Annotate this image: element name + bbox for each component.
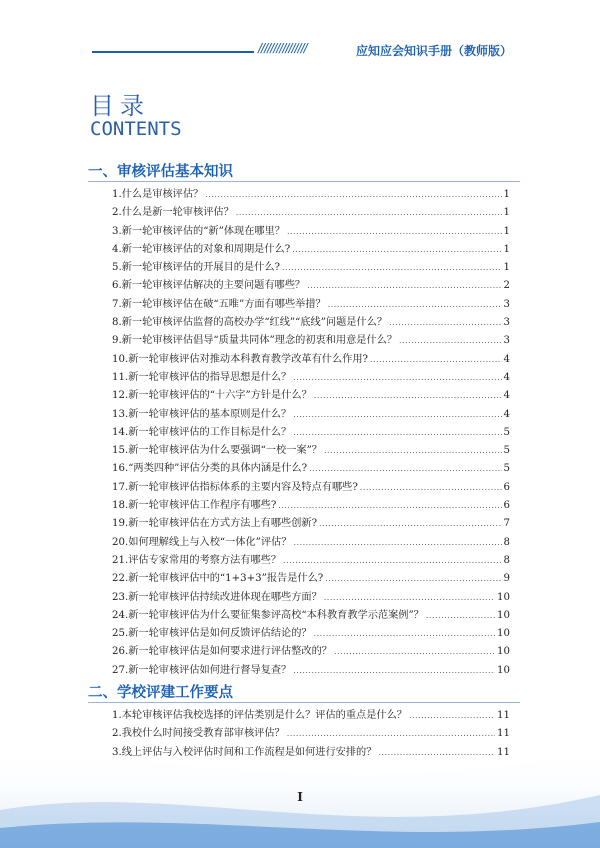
toc-entry-title: 3.线上评估与入校评估时间和工作流程是如何进行安排的？ xyxy=(112,746,377,758)
toc-entry[interactable] xyxy=(112,351,510,369)
toc-entry-title: 25.新一轮审核评估是如何反馈评估结论的？ xyxy=(112,628,312,640)
toc-entry-title: 15.新一轮审核评估为什么要强调“一校一案”？ xyxy=(112,445,322,457)
toc-subtitle: CONTENTS xyxy=(90,118,182,140)
toc-entry-page: 1 xyxy=(503,243,510,255)
toc-entry-page: 9 xyxy=(503,573,510,585)
toc-entry-title: 26.新一轮审核评估是如何要求进行评估整改的？ xyxy=(112,646,332,658)
toc-entry-page: 1 xyxy=(503,225,510,237)
toc-leader-dots xyxy=(293,662,495,680)
toc-leader-dots xyxy=(360,479,502,497)
toc-entry-page: 5 xyxy=(503,445,510,457)
toc-leader-dots xyxy=(283,552,502,570)
header-rule xyxy=(92,51,254,53)
toc-leader-dots xyxy=(282,259,502,277)
toc-entry-title: 24.新一轮审核评估为什么要征集参评高校“本科教育教学示范案例”？ xyxy=(112,609,424,621)
toc-leader-dots xyxy=(314,387,502,405)
toc-leader-dots xyxy=(325,570,501,588)
toc-entry-title: 4.新一轮审核评估的对象和周期是什么? xyxy=(112,243,291,255)
section-divider-1 xyxy=(88,181,520,182)
toc-entry-title: 27.新一轮审核评估如何进行督导复查？ xyxy=(112,664,292,676)
toc-entry[interactable] xyxy=(112,643,510,661)
toc-entry-title: 11.新一轮审核评估的指导思想是什么？ xyxy=(112,371,292,383)
toc-entry-title: 19.新一轮审核评估在方式方法上有哪些创新? xyxy=(112,518,318,530)
toc-entry[interactable] xyxy=(112,277,510,295)
toc-entry[interactable] xyxy=(112,259,510,277)
section-heading-2: 二、学校评建工作要点 xyxy=(88,685,233,701)
toc-entry[interactable] xyxy=(112,332,510,350)
toc-entry[interactable] xyxy=(112,479,510,497)
toc-entry-title: 9.新一轮审核评估倡导“质量共同体”理念的初衷和用意是什么？ xyxy=(112,335,398,347)
toc-leader-dots xyxy=(293,424,501,442)
toc-leader-dots xyxy=(287,223,502,241)
toc-entry-title: 8.新一轮审核评估监督的高校办学“红线”“底线”问题是什么？ xyxy=(112,317,388,329)
toc-entry-title: 1.什么是审核评估？ xyxy=(112,189,204,200)
toc-entry[interactable] xyxy=(112,515,510,533)
toc-entry-page: 11 xyxy=(497,710,510,721)
toc-leader-dots xyxy=(370,351,502,369)
toc-entry-page: 11 xyxy=(497,728,510,740)
footer-wave-decoration xyxy=(0,700,600,848)
toc-leader-dots xyxy=(426,607,495,625)
toc-entry[interactable] xyxy=(112,534,510,552)
toc-entry-page: 4 xyxy=(503,390,510,402)
toc-leader-dots xyxy=(324,442,502,460)
toc-entry-title: 17.新一轮审核评估指标体系的主要内容及特点有哪些? xyxy=(112,481,358,493)
toc-entry-page: 1 xyxy=(503,189,510,200)
toc-entry-page: 3 xyxy=(503,317,510,329)
toc-entry-page: 5 xyxy=(503,463,510,475)
toc-entry-title: 7.新一轮审核评估在破“五唯”方面有哪些举措？ xyxy=(112,298,326,310)
toc-entry[interactable] xyxy=(112,369,510,387)
toc-entry[interactable] xyxy=(112,552,510,570)
toc-leader-dots xyxy=(309,460,501,478)
toc-entry-title: 6.新一轮审核评估解决的主要问题有哪些？ xyxy=(112,280,306,292)
toc-entry[interactable] xyxy=(112,241,510,259)
toc-entry-title: 20.如何理解线上与入校“一体化”评估？ xyxy=(112,536,292,548)
toc-entry-title: 3.新一轮审核评估的“新”体现在哪里？ xyxy=(112,225,285,237)
toc-entry[interactable] xyxy=(112,607,510,625)
toc-entry[interactable] xyxy=(112,662,510,680)
toc-entry[interactable] xyxy=(112,570,510,588)
toc-leader-dots xyxy=(278,497,501,515)
toc-leader-dots xyxy=(293,369,501,387)
toc-leader-dots xyxy=(293,534,501,552)
toc-entry[interactable] xyxy=(112,387,510,405)
toc-entry-page: 3 xyxy=(503,298,510,310)
toc-entry-page: 10 xyxy=(497,609,510,621)
toc-entry-title: 23.新一轮审核评估持续改进体现在哪些方面？ xyxy=(112,591,322,603)
toc-entry-page: 5 xyxy=(503,426,510,438)
toc-entry[interactable] xyxy=(112,186,510,204)
header-title: 应知应会知识手册（教师版） xyxy=(356,44,513,58)
toc-entry-title: 21.评估专家常用的考察方法有哪些？ xyxy=(112,554,282,566)
toc-entry-page: 10 xyxy=(497,591,510,603)
toc-entry[interactable] xyxy=(112,460,510,478)
toc-entry-page: 10 xyxy=(497,628,510,640)
toc-entry-title: 2.什么是新一轮审核评估？ xyxy=(112,207,234,219)
toc-entry-page: 2 xyxy=(503,280,510,292)
toc-entry-page: 11 xyxy=(497,746,510,758)
toc-leader-dots xyxy=(324,589,495,607)
page-header xyxy=(0,40,600,64)
toc-entry-page: 1 xyxy=(503,262,510,274)
toc-entry[interactable] xyxy=(112,442,510,460)
toc-leader-dots xyxy=(334,643,495,661)
toc-entry-title: 1.本轮审核评估我校选择的评估类别是什么？评估的重点是什么？ xyxy=(112,710,407,721)
toc-entry-page: 10 xyxy=(497,664,510,676)
toc-entry-page: 1 xyxy=(503,207,510,219)
toc-entry[interactable] xyxy=(112,424,510,442)
toc-entry[interactable] xyxy=(112,497,510,515)
toc-leader-dots xyxy=(307,277,501,295)
toc-entry-page: 8 xyxy=(503,536,510,548)
toc-leader-dots xyxy=(328,296,502,314)
toc-entry-title: 16.“两类四种”评估分类的具体内涵是什么? xyxy=(112,463,308,475)
toc-entry[interactable] xyxy=(112,625,510,643)
toc-entry-page: 10 xyxy=(497,646,510,658)
toc-entry-page: 7 xyxy=(503,518,510,530)
toc-entry-title: 12.新一轮审核评估的“十六字”方针是什么？ xyxy=(112,390,312,402)
page-number: I xyxy=(297,790,303,804)
toc-leader-dots xyxy=(389,314,501,332)
toc-leader-dots xyxy=(319,515,501,533)
toc-entry-title: 5.新一轮审核评估的开展目的是什么? xyxy=(112,262,280,274)
header-slashes: //////////////// xyxy=(258,41,307,55)
toc-leader-dots xyxy=(236,204,502,222)
toc-title: 目录 xyxy=(90,92,150,120)
toc-entry[interactable] xyxy=(112,296,510,314)
toc-entry-page: 3 xyxy=(503,335,510,347)
toc-entry-title: 22.新一轮审核评估中的“1+3+3”报告是什么? xyxy=(112,573,324,585)
toc-leader-dots xyxy=(314,625,495,643)
toc-leader-dots xyxy=(293,406,501,424)
toc-entry[interactable] xyxy=(112,406,510,424)
toc-entry[interactable] xyxy=(112,204,510,222)
toc-leader-dots xyxy=(205,186,501,204)
toc-entry-page: 8 xyxy=(503,554,510,566)
toc-entry-page: 6 xyxy=(503,481,510,493)
toc-entry-title: 10.新一轮审核评估对推动本科教育教学改革有什么作用? xyxy=(112,353,368,365)
toc-leader-dots xyxy=(292,241,501,259)
toc-entry-title: 2.我校什么时间接受教育部审核评估？ xyxy=(112,728,285,740)
toc-entry[interactable] xyxy=(112,589,510,607)
toc-entry[interactable] xyxy=(112,314,510,332)
toc-entry-title: 14.新一轮审核评估的工作目标是什么？ xyxy=(112,426,292,438)
toc-entry[interactable] xyxy=(112,223,510,241)
toc-entry-page: 4 xyxy=(503,353,510,365)
toc-entry-page: 4 xyxy=(503,371,510,383)
toc-leader-dots xyxy=(399,332,502,350)
toc-entry-title: 13.新一轮审核评估的基本原则是什么？ xyxy=(112,408,292,420)
toc-entry-page: 6 xyxy=(503,500,510,512)
toc-entry-page: 4 xyxy=(503,408,510,420)
toc-entry-title: 18.新一轮审核评估工作程序有哪些? xyxy=(112,500,277,512)
toc-list-section-1 xyxy=(112,186,510,680)
section-heading-1: 一、审核评估基本知识 xyxy=(88,164,233,180)
